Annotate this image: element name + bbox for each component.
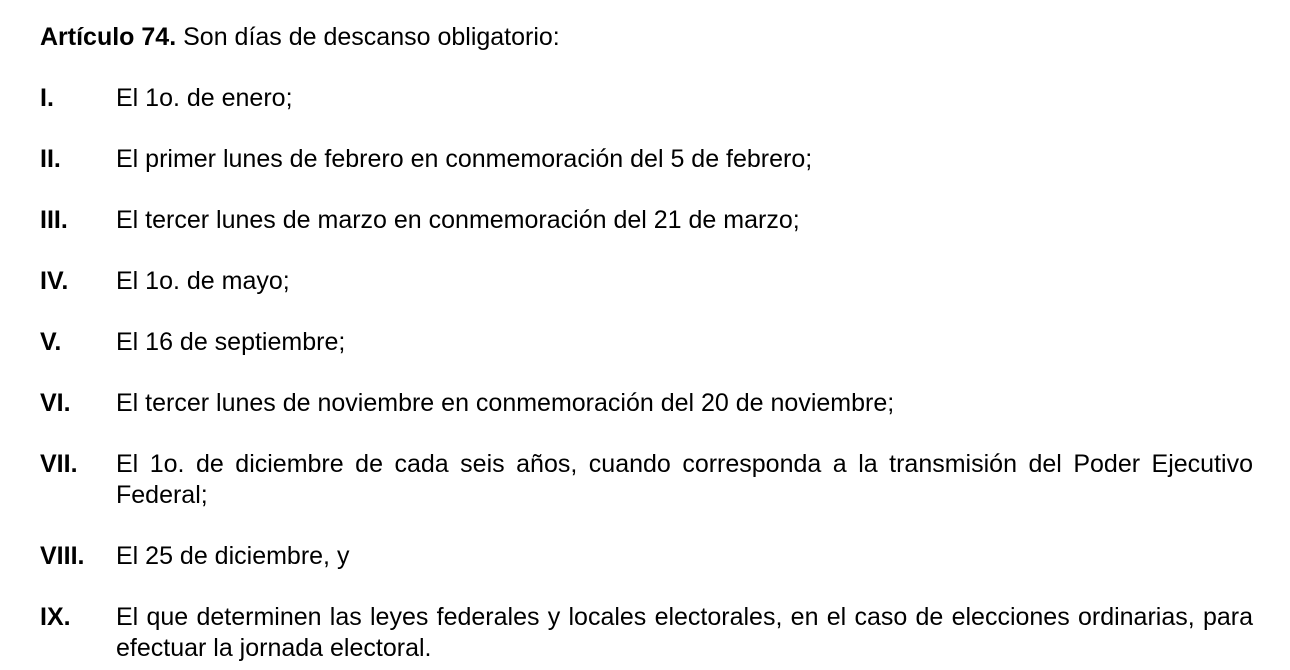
item-text: El 1o. de enero;	[116, 84, 293, 112]
article-intro: Son días de descanso obligatorio:	[183, 23, 560, 51]
list-item	[40, 327, 1253, 358]
list-item	[40, 83, 1253, 114]
article-label: Artículo 74.	[40, 23, 177, 51]
item-text: El 1o. de mayo;	[116, 267, 290, 295]
list-item	[40, 602, 1253, 664]
item-text: El tercer lunes de marzo en conmemoración del 21 de marzo;	[116, 206, 800, 234]
item-text: El que determinen las leyes federales y locales electorales, en el caso de elecciones ordinarias, para efectuar la jornada electoral.	[116, 603, 1253, 662]
item-number: IV.	[40, 267, 69, 295]
item-text: El 25 de diciembre, y	[116, 542, 350, 570]
item-number: I.	[40, 84, 54, 112]
list-item	[40, 388, 1253, 419]
holiday-list	[40, 83, 1253, 664]
item-number: III.	[40, 206, 68, 234]
item-number: II.	[40, 145, 61, 173]
item-text: El primer lunes de febrero en conmemoración del 5 de febrero;	[116, 145, 813, 173]
list-item	[40, 144, 1253, 175]
list-item	[40, 266, 1253, 297]
list-item	[40, 449, 1253, 511]
item-number: VI.	[40, 389, 71, 417]
article-heading	[40, 22, 1253, 53]
item-number: VIII.	[40, 542, 85, 570]
item-number: IX.	[40, 603, 71, 631]
item-text: El tercer lunes de noviembre en conmemoración del 20 de noviembre;	[116, 389, 895, 417]
item-text: El 16 de septiembre;	[116, 328, 346, 356]
item-text: El 1o. de diciembre de cada seis años, cuando corresponda a la transmisión del Poder Ejecutivo Federal;	[116, 450, 1253, 509]
item-number: V.	[40, 328, 62, 356]
item-number: VII.	[40, 450, 78, 478]
list-item	[40, 205, 1253, 236]
list-item	[40, 541, 1253, 572]
